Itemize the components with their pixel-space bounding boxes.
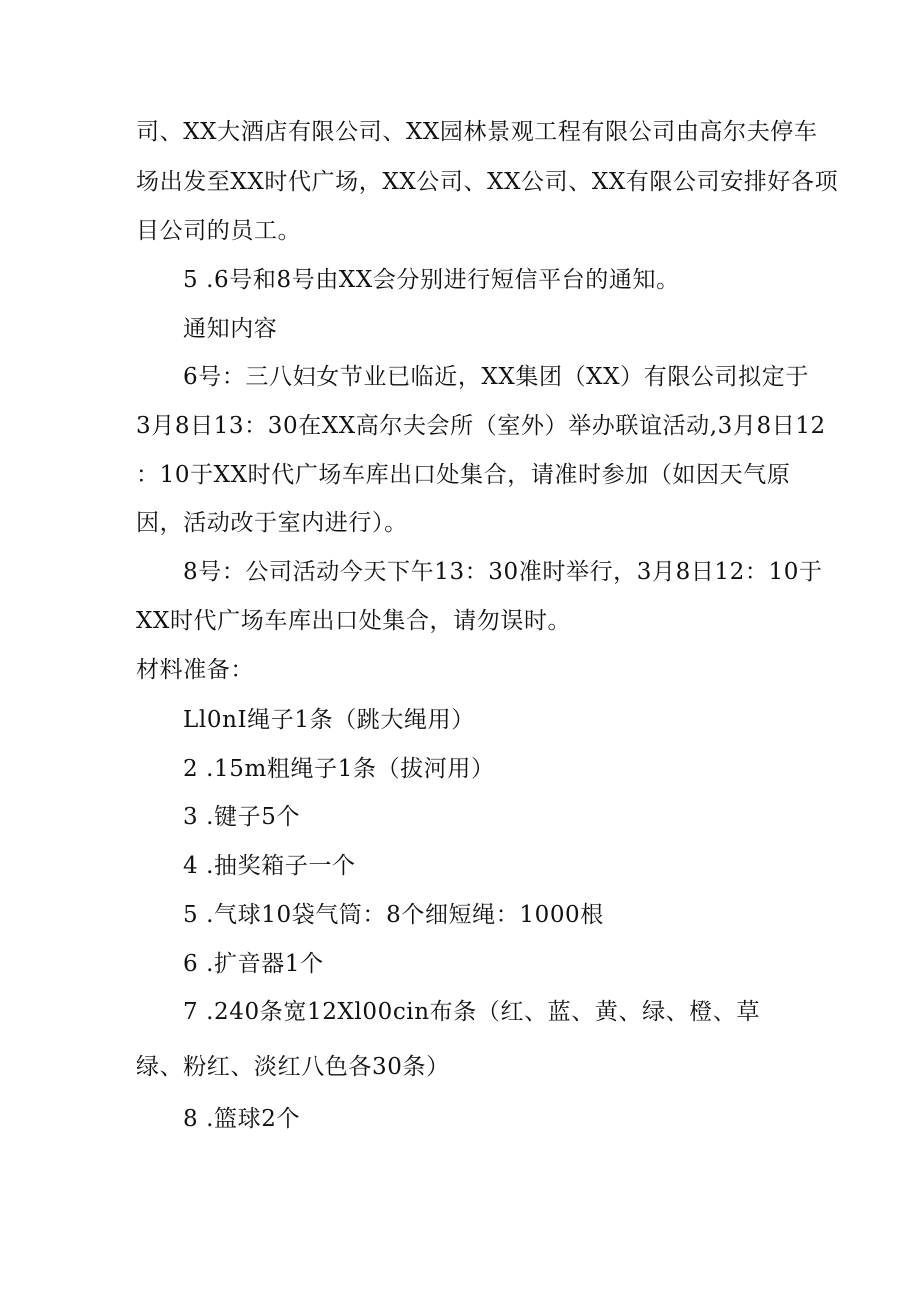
text-line: 3月8日13：30在XX高尔夫会所（室外）举办联谊活动,3月8日12 [136, 413, 826, 439]
list-item: 7 .240条宽12Xl00cin布条（红、蓝、黄、绿、橙、草 [183, 999, 761, 1025]
text-line: ：10于XX时代广场车库出口处集合，请准时参加（如因天气原 [136, 462, 791, 488]
text-line: XX时代广场车库出口处集合，请勿误时。 [136, 608, 572, 634]
section-heading: 通知内容 [183, 316, 278, 342]
list-item: 3 .键子5个 [183, 804, 301, 830]
text-line: 6号：三八妇女节业已临近，XX集团（XX）有限公司拟定于 [183, 364, 809, 390]
list-item: 5 .气球10袋气筒：8个细短绳：1000根 [183, 902, 604, 928]
list-item: 绿、粉红、淡红八色各30条） [136, 1054, 450, 1080]
list-item: 6 .扩音器1个 [183, 951, 324, 977]
text-line: 场出发至XX时代广场，XX公司、XX公司、XX有限公司安排好各项 [136, 169, 839, 195]
list-item: Ll0nI绳子1条（跳大绳用） [183, 707, 475, 733]
list-item: 8 .篮球2个 [183, 1106, 301, 1132]
text-line: 司、XX大酒店有限公司、XX园林景观工程有限公司由高尔夫停车 [136, 119, 818, 145]
list-item: 2 .15m粗绳子1条（拔河用） [183, 756, 495, 782]
text-line: 8号：公司活动今天下午13：30准时举行，3月8日12：10于 [183, 559, 823, 585]
text-line: 目公司的员工。 [136, 218, 302, 244]
list-item: 4 .抽奖箱子一个 [183, 853, 356, 879]
section-heading: 材料准备： [136, 657, 254, 683]
text-line: 因，活动改于室内进行）。 [136, 510, 408, 536]
text-line: 5 .6号和8号由XX会分别进行短信平台的通知。 [183, 267, 680, 293]
